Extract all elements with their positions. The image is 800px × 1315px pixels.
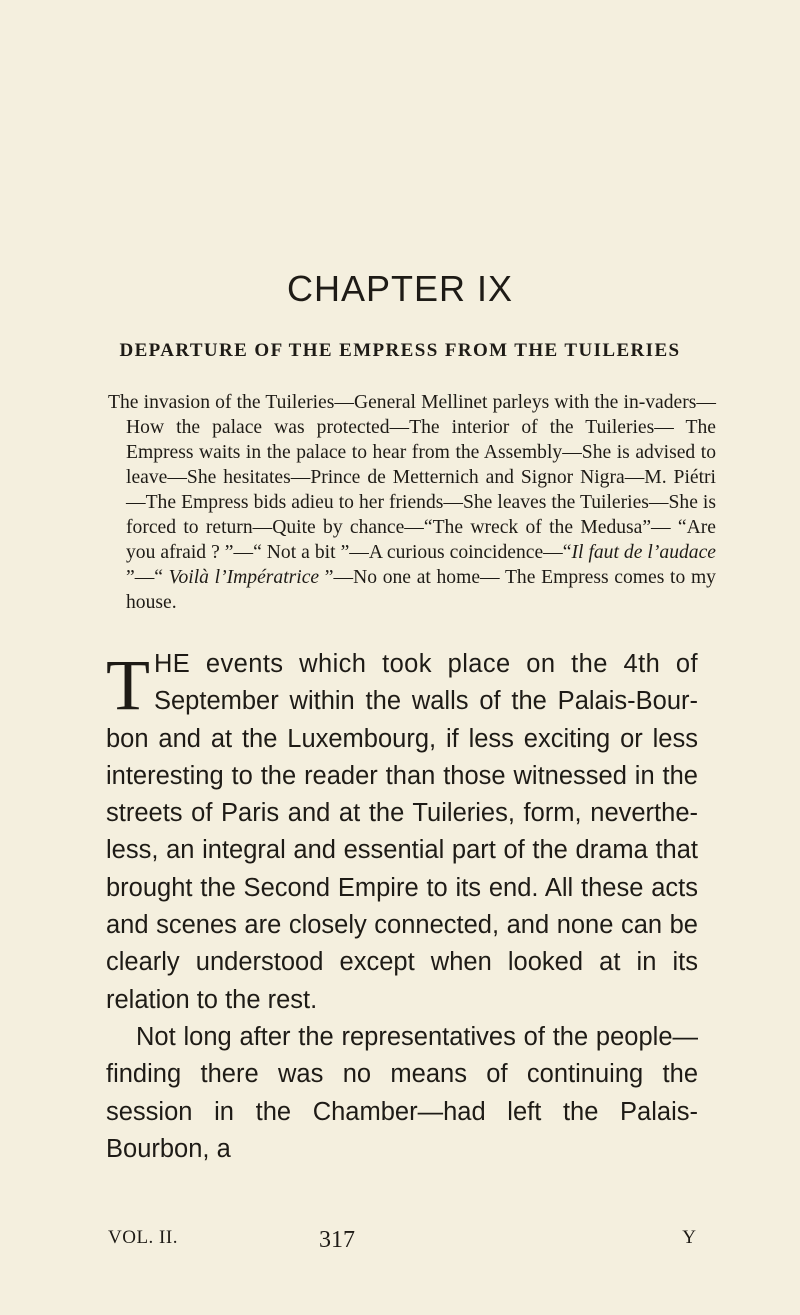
synopsis-italic-1: Il faut de l’audace (571, 542, 716, 563)
page-number: 317 (319, 1227, 355, 1253)
signature-mark: Y (682, 1227, 696, 1248)
chapter-heading: CHAPTER IX (286, 268, 514, 309)
drop-cap: T (106, 645, 150, 725)
body-paragraph-2: Not long after the representatives of the people— finding there was no means of continuing the session in the Chamber—had left the Palais-Bourbon, a (106, 1022, 698, 1163)
synopsis-text-3: ”—No one at home— The Empress comes to my house. (126, 567, 716, 613)
body-paragraph-1 (106, 646, 698, 1019)
chapter-title: DEPARTURE OF THE EMPRESS FROM THE TUILERIES (119, 340, 681, 361)
page-footer (108, 1227, 700, 1257)
synopsis-text-2: ”—“ (126, 567, 169, 588)
synopsis-italic-2: Voilà l’Impératrice (168, 567, 320, 588)
chapter-synopsis (108, 390, 716, 615)
volume-label: VOL. II. (108, 1227, 178, 1248)
body-paragraph-1-text: HE events which took place on the 4th of September within the walls of the Palais-Bour-bon and at the Luxembourg, if less exciting or less interesting to the reader than those witnessed in the streets of Paris and at the Tuileries, form, neverthe-less, an integral and essential part of the drama that brought the Second Empire to its end. All these acts and scenes are closely connected, and none can be clearly understood except when looked at in its relation to the rest. (106, 650, 698, 1014)
synopsis-text-1: The invasion of the Tuileries—General Mellinet parleys with the in-vaders—How the palace was protected—The interior of the Tuileries— The Empress waits in the palace to hear from the Assembly—She is advised to leave—She hesitates—Prince de Metternich and Signor Nigra—M. Piétri—The Empress bids adieu to her friends—She leaves the Tuileries—She is forced to return—Quite by chance—“The wreck of the Medusa”— “Are you afraid ? ”—“ Not a bit ”—A curious coincidence—“ (108, 392, 716, 563)
body-text (106, 646, 698, 1168)
